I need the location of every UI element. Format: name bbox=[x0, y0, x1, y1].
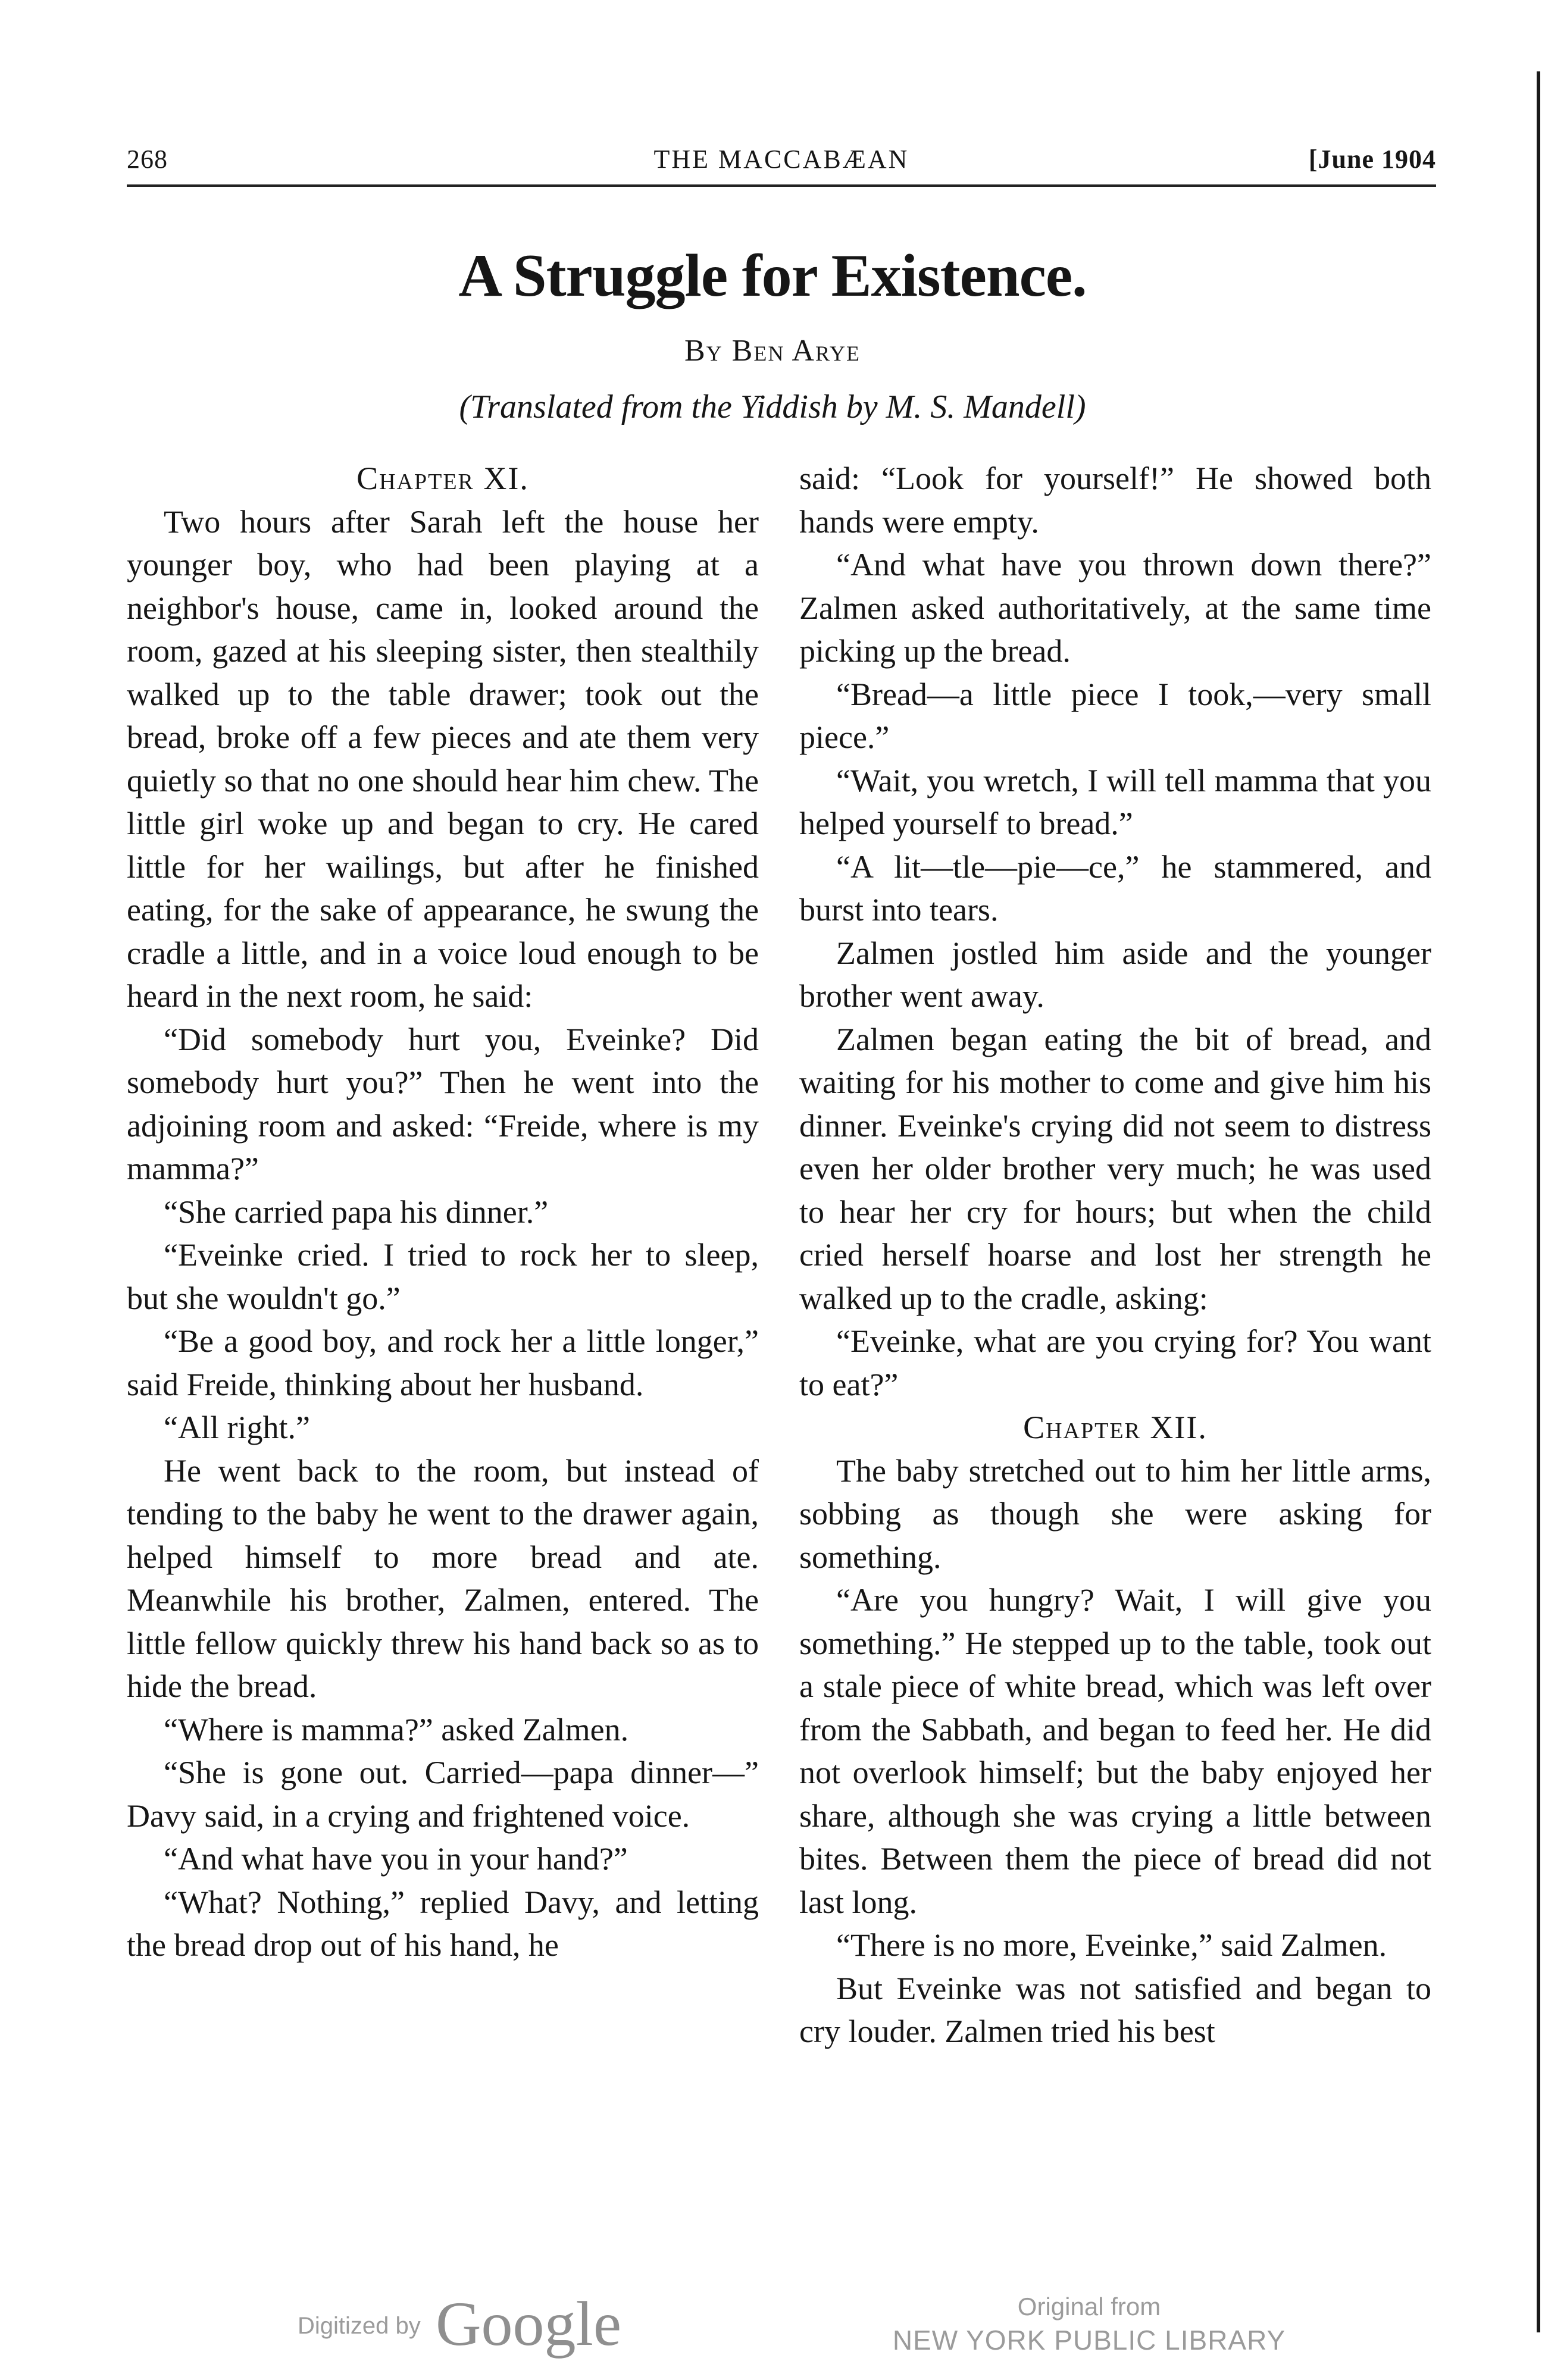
paragraph: “Did somebody hurt you, Eveinke? Did somebody hurt you?” Then he went into the adjoining room and asked: “Freide, where is my mamma?” bbox=[127, 1021, 759, 1186]
paragraph: “Be a good boy, and rock her a little longer,” said Freide, thinking about her husband. bbox=[127, 1323, 759, 1402]
continued-paragraph: said: “Look for yourself!” He showed both hands were empty. bbox=[799, 461, 1431, 540]
paragraph: “She carried papa his dinner.” bbox=[164, 1194, 549, 1230]
paragraph: “Where is mamma?” asked Zalmen. bbox=[164, 1711, 629, 1748]
paragraph: “Bread—a little piece I took,—very small piece.” bbox=[799, 676, 1431, 755]
paragraph: “There is no more, Eveinke,” said Zalmen. bbox=[836, 1927, 1387, 1963]
page-edge-shadow bbox=[1537, 71, 1540, 2332]
journal-title: THE MACCABÆAN bbox=[653, 145, 909, 174]
paragraph: “A lit—tle—pie—ce,” he stammered, and burst into tears. bbox=[799, 848, 1431, 928]
digitization-credit bbox=[298, 2288, 667, 2359]
paragraph: Zalmen jostled him aside and the younger brother went away. bbox=[799, 935, 1431, 1014]
page-number: 268 bbox=[127, 145, 168, 174]
paragraph: Zalmen began eating the bit of bread, and waiting for his mother to come and give him his dinner. Eveinke's crying did not seem to distress even her older brother very much; he was used to hear her cry for hours; but when the child cried herself hoarse and lost her strength he walked up to the cradle, asking: bbox=[799, 1021, 1431, 1316]
article-byline: By Ben Arye bbox=[684, 334, 861, 368]
original-from-label: Original from bbox=[1017, 2293, 1161, 2320]
left-column bbox=[127, 457, 759, 1967]
paragraph: The baby stretched out to him her little arms, sobbing as though she were asking for something. bbox=[799, 1452, 1431, 1575]
paragraph: “Eveinke cried. I tried to rock her to sleep, but she wouldn't go.” bbox=[127, 1237, 759, 1316]
digitized-by-label: Digitized by bbox=[298, 2313, 421, 2339]
paragraph: “Wait, you wretch, I will tell mamma that you helped yourself to bread.” bbox=[799, 762, 1431, 841]
paragraph: “And what have you in your hand?” bbox=[164, 1841, 628, 1877]
paragraph: “She is gone out. Carried—papa dinner—” Davy said, in a crying and frightened voice. bbox=[127, 1755, 759, 1834]
chapter-heading: Chapter XII. bbox=[1023, 1410, 1208, 1445]
source-credit bbox=[881, 2291, 1297, 2357]
paragraph: Two hours after Sarah left the house her younger boy, who had been playing at a neighbor's house, came in, looked around the room, gazed at his sleeping sister, then stealthily walked up to the table drawer; took out the bread, broke off a few pieces and ate them very quietly so that no one should hear him chew. The little girl woke up and began to cry. He cared little for her wailings, but after he finished eating, for the sake of appearance, he swung the cradle a little, and in a voice loud enough to be heard in the next room, he said: bbox=[127, 503, 759, 1014]
paragraph: “Eveinke, what are you crying for? You want to eat?” bbox=[799, 1323, 1431, 1402]
paragraph: “All right.” bbox=[164, 1410, 310, 1445]
paragraph: “Are you hungry? Wait, I will give you something.” He stepped up to the table, took out a stale piece of white bread, which was left over from the Sabbath, and began to feed her. He did not overlook himself; but the baby enjoyed her share, although she was crying a little between bites. Between them the piece of bread did not last long. bbox=[799, 1582, 1431, 1920]
header-rule bbox=[127, 184, 1436, 187]
paragraph: But Eveinke was not satisfied and began to cry louder. Zalmen tried his best bbox=[799, 1970, 1431, 2049]
paragraph: He went back to the room, but instead of tending to the baby he went to the drawer again, helped himself to more bread and ate. Meanwhile his brother, Zalmen, entered. The little fellow quickly threw his hand back so as to hide the bread. bbox=[127, 1452, 759, 1704]
paragraph: “What? Nothing,” replied Davy, and letting the bread drop out of his hand, he bbox=[127, 1884, 759, 1963]
article-title: A Struggle for Existence. bbox=[458, 242, 1087, 309]
library-name: NEW YORK PUBLIC LIBRARY bbox=[892, 2325, 1286, 2356]
translator-credit: (Translated from the Yiddish by M. S. Mandell) bbox=[459, 389, 1086, 425]
paragraph: “And what have you thrown down there?” Zalmen asked authoritatively, at the same time picking up the bread. bbox=[799, 547, 1431, 669]
issue-date: [June 1904 bbox=[1308, 145, 1436, 174]
chapter-heading: Chapter XI. bbox=[356, 461, 529, 496]
running-head bbox=[127, 138, 1436, 180]
right-column bbox=[799, 457, 1431, 2053]
google-logo: Google bbox=[436, 2289, 622, 2359]
